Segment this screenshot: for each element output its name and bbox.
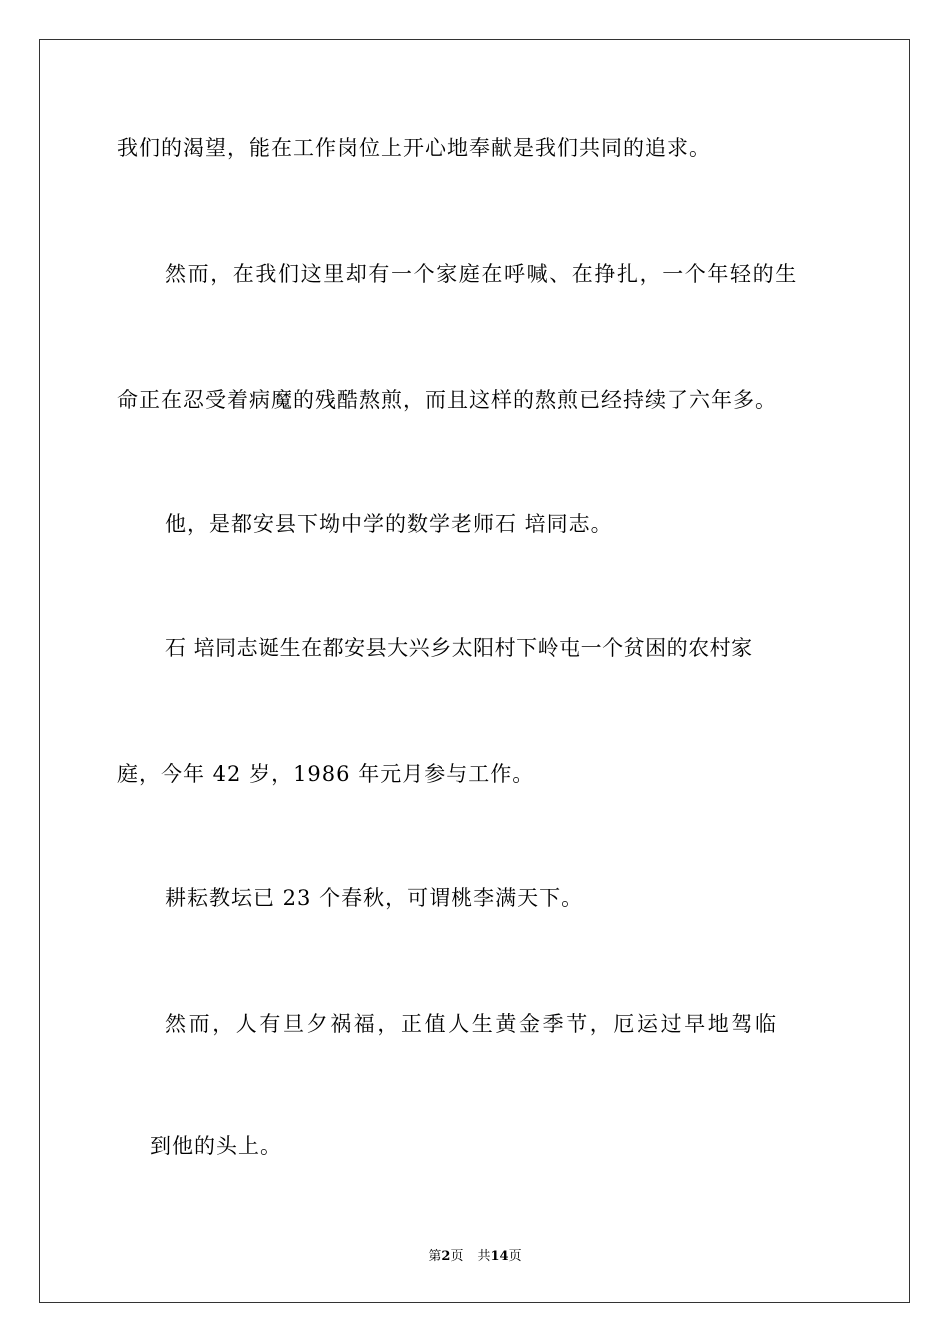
body-text-line: 耕耘教坛已 23 个春秋，可谓桃李满天下。	[165, 886, 584, 910]
body-text-line: 然而，人有旦夕祸福，正值人生黄金季节，厄运过早地驾临	[165, 1012, 779, 1036]
page-suffix: 页	[450, 1249, 464, 1264]
page-prefix: 第	[428, 1249, 442, 1264]
body-text-line: 庭，今年 42 岁，1986 年元月参与工作。	[117, 762, 535, 786]
body-text-line: 然而，在我们这里却有一个家庭在呼喊、在挣扎，一个年轻的生	[165, 262, 798, 286]
page-number: 2	[441, 1249, 451, 1264]
page-footer	[0, 1249, 950, 1265]
page-border	[39, 39, 910, 1303]
body-text-line: 他，是都安县下坳中学的数学老师石 培同志。	[165, 512, 613, 536]
body-text-line: 到他的头上。	[150, 1134, 282, 1158]
total-prefix: 共	[477, 1249, 491, 1264]
total-pages: 14	[490, 1249, 509, 1264]
body-text-line: 命正在忍受着病魔的残酷熬煎，而且这样的熬煎已经持续了六年多。	[117, 388, 777, 412]
body-text-line: 石 培同志诞生在都安县大兴乡太阳村下岭屯一个贫困的农村家	[165, 636, 753, 660]
body-text-line: 我们的渴望，能在工作岗位上开心地奉献是我们共同的追求。	[117, 136, 711, 160]
total-suffix: 页	[508, 1249, 522, 1264]
